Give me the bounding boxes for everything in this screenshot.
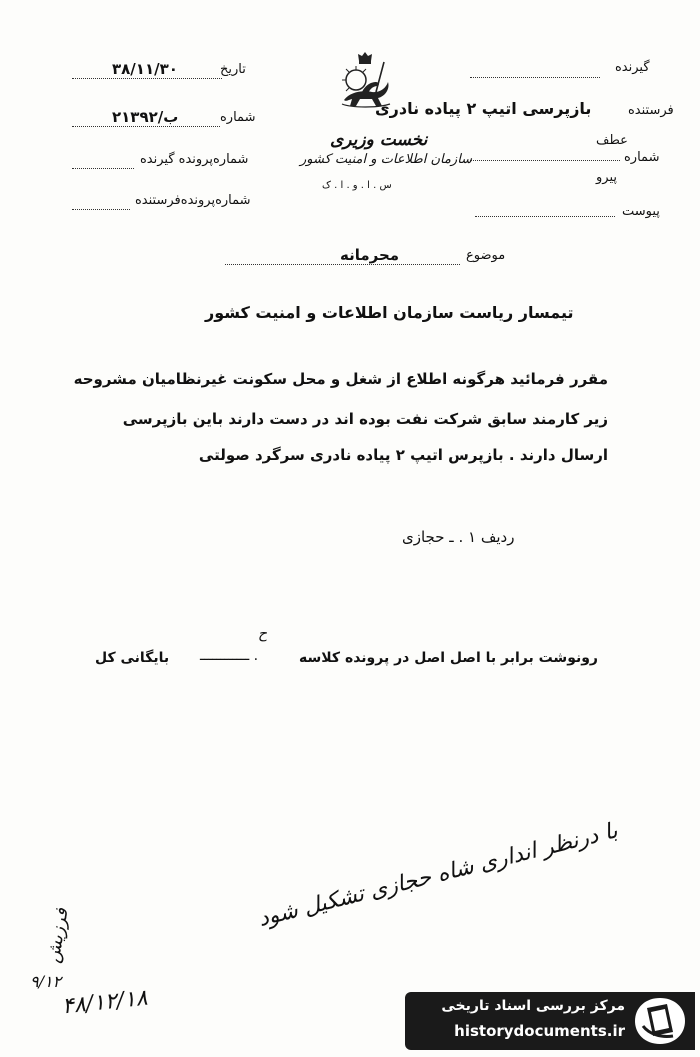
body-line-3: ارسال دارند . بازپرس اتیپ ۲ پیاده نادری سرگرد صولتی (198, 446, 608, 464)
watermark-title: مرکز بررسی اسناد تاریخی (441, 998, 625, 1014)
margin-note-2: ۹/۱۲ (30, 972, 62, 991)
copy-line-blank: ــــــــــــ . (200, 648, 259, 664)
date-value: ۳۸/۱۱/۳۰ (112, 60, 178, 78)
follow-label: پیرو (596, 170, 617, 185)
receiver-label: گیرنده (615, 60, 650, 75)
number-label-right: شماره (624, 150, 660, 165)
receiver-file-label: شماره‌پرونده گیرنده (140, 152, 249, 167)
margin-note-date: ۴۸/۱۲/۱۸ (60, 985, 149, 1020)
body-line-1: مقرر فرمائید هرگونه اطلاع از شغل و محل سکونت غیرنظامیان مشروحه (73, 370, 608, 388)
sender-label: فرستنده (628, 103, 674, 118)
receiver-file-line (72, 168, 134, 169)
copy-line-text: رونوشت برابر با اصل اصل در پرونده کلاسه (299, 650, 598, 666)
sender-file-label: شماره‌پرونده‌فرستنده (135, 193, 251, 208)
history-documents-logo-icon (633, 996, 687, 1046)
subject-line (225, 264, 460, 265)
subject-label: موضوع (466, 248, 506, 263)
number-line-left (72, 126, 220, 127)
sender-value: بازپرسی اتیپ ۲ پیاده نادری (375, 99, 592, 118)
watermark-badge (405, 992, 695, 1050)
copy-mark: ح (258, 626, 268, 642)
office-code: س . ا . و . ا . ک (322, 180, 392, 191)
subject-value: محرمانه (340, 246, 400, 264)
number-line-right (470, 160, 620, 161)
watermark-url: historydocuments.ir (454, 1022, 625, 1040)
body-line-2: زیر کارمند سابق شرکت نفت بوده اند در دست دارند باین بازپرسی (122, 410, 608, 428)
date-label: تاریخ (220, 62, 246, 77)
attachment-line (475, 216, 615, 217)
number-value: ۲ب/۱۳۹۲ (112, 108, 179, 126)
office-title-line1: نخست وزیری (330, 130, 428, 150)
addressee: تیمسار ریاست سازمان اطلاعات و امنیت کشور (205, 303, 574, 322)
number-label-left: شماره (220, 110, 256, 125)
attachment-label: پیوست (622, 204, 660, 219)
row-item: ردیف ۱ . ـ حجازی (402, 528, 515, 546)
office-title-line2: سازمان اطلاعات و امنیت کشور (300, 152, 473, 167)
receiver-line (470, 77, 600, 78)
sender-file-line (72, 209, 130, 210)
date-line (72, 78, 222, 79)
handwritten-note: با درنظر انداری شاه حجازی تشکیل شود (255, 818, 621, 932)
margin-note-1: فرزیش (42, 906, 73, 965)
copy-line-suffix: بایگانی کل (95, 650, 170, 666)
reference-label: عطف (596, 133, 628, 148)
